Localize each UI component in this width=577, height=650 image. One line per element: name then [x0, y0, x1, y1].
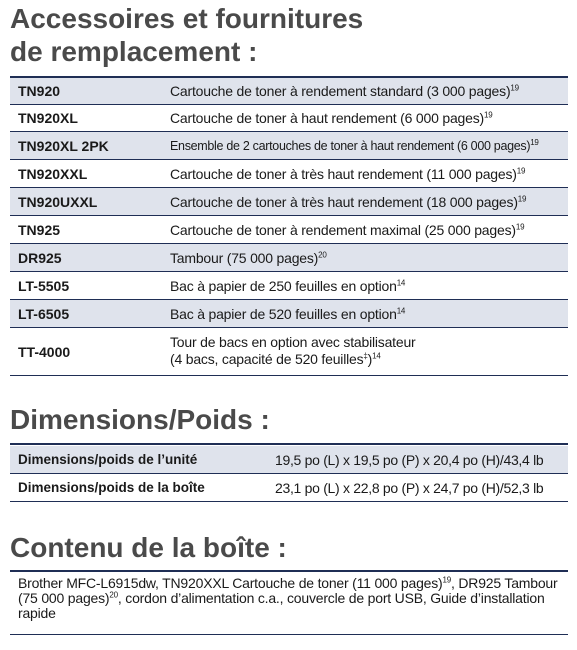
table-row	[10, 244, 568, 272]
dimension-value: 23,1 po (L) x 22,8 po (P) x 24,7 po (H)/52,3 lb	[275, 480, 544, 496]
section-rule	[10, 570, 568, 572]
product-description: Cartouche de toner à haut rendement (6 000 pages)$^{19}$	[170, 110, 493, 126]
section-title-accessories-line2: de remplacement :	[10, 36, 258, 67]
table-row	[10, 188, 568, 216]
product-description: Cartouche de toner à très haut rendement (18 000 pages)$^{19}$	[170, 194, 527, 210]
product-code: TT-4000	[18, 344, 71, 360]
section-title-accessories-line1: Accessoires et fournitures	[10, 3, 364, 34]
product-description: Cartouche de toner à très haut rendement (11 000 pages)$^{19}$	[170, 166, 526, 182]
table-row	[10, 300, 568, 328]
table-row	[10, 216, 568, 244]
product-code: TN920	[18, 83, 61, 99]
section-title-dimensions: Dimensions/Poids :	[10, 404, 270, 435]
dimension-label: Dimensions/poids de l’unité	[18, 452, 198, 467]
product-description: Tambour (75 000 pages)$^{20}$	[170, 250, 327, 266]
table-row	[10, 105, 568, 132]
product-description-line1: Tour de bacs en option avec stabilisateur	[170, 334, 416, 350]
table-row	[10, 446, 568, 474]
table-row	[10, 328, 568, 376]
product-code: LT-5505	[18, 278, 70, 294]
product-code: LT-6505	[18, 306, 70, 322]
section-title-box-contents: Contenu de la boîte :	[10, 532, 287, 563]
product-code: TN920XL	[18, 110, 78, 126]
product-code: TN920UXXL	[18, 194, 98, 210]
table-row	[10, 160, 568, 188]
product-code: TN920XXL	[18, 166, 88, 182]
dimension-label: Dimensions/poids de la boîte	[18, 480, 205, 495]
table-row	[10, 272, 568, 300]
product-description: Bac à papier de 520 feuilles en option$^{14}$	[170, 306, 406, 322]
section-rule-bottom	[10, 634, 568, 635]
product-code: DR925	[18, 250, 62, 266]
product-description: Cartouche de toner à rendement standard (3 000 pages)$^{19}$	[170, 83, 519, 99]
product-description: Cartouche de toner à rendement maximal (25 000 pages)$^{19}$	[170, 222, 525, 238]
product-description-line2: (4 bacs, capacité de 520 feuilles‡)$^{14}$	[170, 351, 381, 367]
product-description: Bac à papier de 250 feuilles en option$^{14}$	[170, 278, 406, 294]
table-row	[10, 78, 568, 105]
dimension-value: 19,5 po (L) x 19,5 po (P) x 20,4 po (H)/43,4 lb	[275, 452, 544, 468]
product-code: TN925	[18, 222, 61, 238]
section-rule	[10, 443, 568, 445]
product-code: TN920XL 2PK	[18, 138, 109, 154]
box-contents-text: Brother MFC-L6915dw, TN920XXL Cartouche de toner (11 000 pages)$^{19}$, DR925 Tambour (75 000 pages)$^{20}$, cordon d’alimentation c.a., couvercle de port USB, Guide d’installation rapide	[18, 575, 558, 621]
table-row	[10, 474, 568, 502]
table-row	[10, 132, 568, 160]
product-description: Ensemble de 2 cartouches de toner à haut rendement (6 000 pages)$^{19}$	[170, 137, 539, 153]
